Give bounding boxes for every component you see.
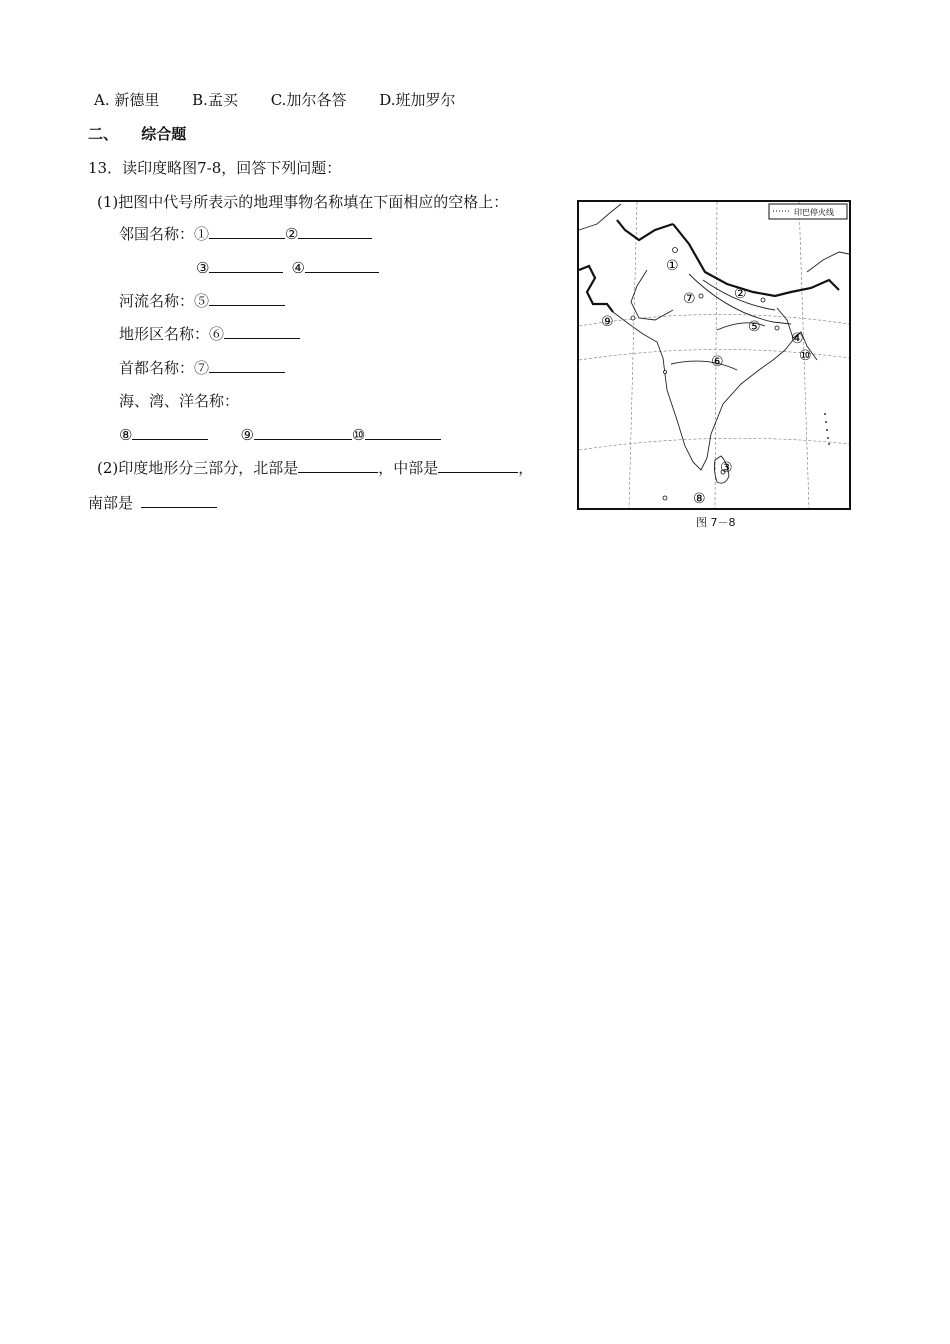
answer-blank-7[interactable]: [209, 358, 285, 373]
map-marker-9: ⑨: [601, 314, 614, 330]
map-caption: 图 7－8: [696, 516, 736, 529]
part2-north-label: (2)印度地形分三部分，北部是: [97, 459, 299, 477]
marker-5: ⑤: [194, 292, 210, 310]
question-stem: 13．读印度略图7-8，回答下列问题：: [88, 159, 342, 177]
sea-label: 海、湾、洋名称：: [119, 392, 240, 410]
answer-blank-south[interactable]: [141, 493, 217, 508]
india-map: [577, 200, 851, 510]
part2-row: [97, 458, 533, 478]
neighbor-row-2: [196, 258, 379, 278]
marker-8: ⑧: [119, 426, 133, 444]
terrain-label: 地形区名称：: [119, 325, 210, 343]
marker-1: ①: [194, 225, 210, 243]
part1-instruction: (1)把图中代号所表示的地理事物名称填在下面相应的空格上：: [97, 193, 509, 211]
map-marker-2: ②: [734, 286, 747, 302]
answer-blank-2[interactable]: [298, 224, 372, 239]
capital-row: [119, 358, 285, 378]
marker-2: ②: [285, 225, 299, 243]
marker-9: ⑨: [240, 426, 254, 444]
map-marker-3: ③: [720, 460, 733, 476]
river-label: 河流名称：: [119, 292, 195, 310]
part2-comma: ，: [518, 459, 534, 477]
choice-c: C.加尔各答: [270, 91, 347, 109]
part2-middle-label: ，中部是: [378, 459, 439, 477]
map-marker-5: ⑤: [748, 319, 761, 335]
map-legend-text: 印巴停火线: [794, 208, 834, 217]
answer-blank-9[interactable]: [254, 425, 352, 440]
neighbor-label: 邻国名称：: [119, 225, 195, 243]
map-marker-10: ⑩: [799, 348, 812, 364]
capital-label: 首都名称：: [119, 359, 195, 377]
sea-row: [119, 425, 441, 445]
choice-a: A. 新德里: [94, 91, 160, 109]
marker-6: ⑥: [209, 325, 225, 343]
answer-blank-8[interactable]: [132, 425, 208, 440]
marker-4: ④: [291, 259, 305, 277]
map-marker-6: ⑥: [711, 354, 724, 370]
answer-blank-4[interactable]: [305, 258, 379, 273]
answer-blank-5[interactable]: [209, 291, 285, 306]
part2-row-2: [88, 493, 217, 513]
marker-3: ③: [196, 259, 210, 277]
map-marker-8: ⑧: [693, 491, 706, 507]
neighbor-row-1: [119, 224, 372, 244]
choice-b: B.孟买: [192, 91, 238, 109]
answer-blank-6[interactable]: [224, 324, 300, 339]
section-title: 综合题: [141, 125, 187, 143]
answer-blank-10[interactable]: [365, 425, 441, 440]
map-marker-7: ⑦: [683, 291, 696, 307]
choice-d: D.班加罗尔: [379, 91, 456, 109]
answer-blank-north[interactable]: [298, 458, 378, 473]
map-marker-1: ①: [666, 258, 679, 274]
map-marker-4: ④: [791, 331, 804, 347]
answer-blank-3[interactable]: [209, 258, 283, 273]
choice-options: [94, 90, 456, 110]
terrain-row: [119, 324, 300, 344]
marker-10: ⑩: [351, 426, 366, 444]
answer-blank-1[interactable]: [209, 224, 285, 239]
marker-7: ⑦: [194, 359, 210, 377]
river-row: [119, 291, 285, 311]
answer-blank-middle[interactable]: [438, 458, 518, 473]
section-number: 二、: [88, 125, 119, 143]
part2-south-label: 南部是: [88, 494, 134, 512]
section-heading: [88, 124, 186, 144]
